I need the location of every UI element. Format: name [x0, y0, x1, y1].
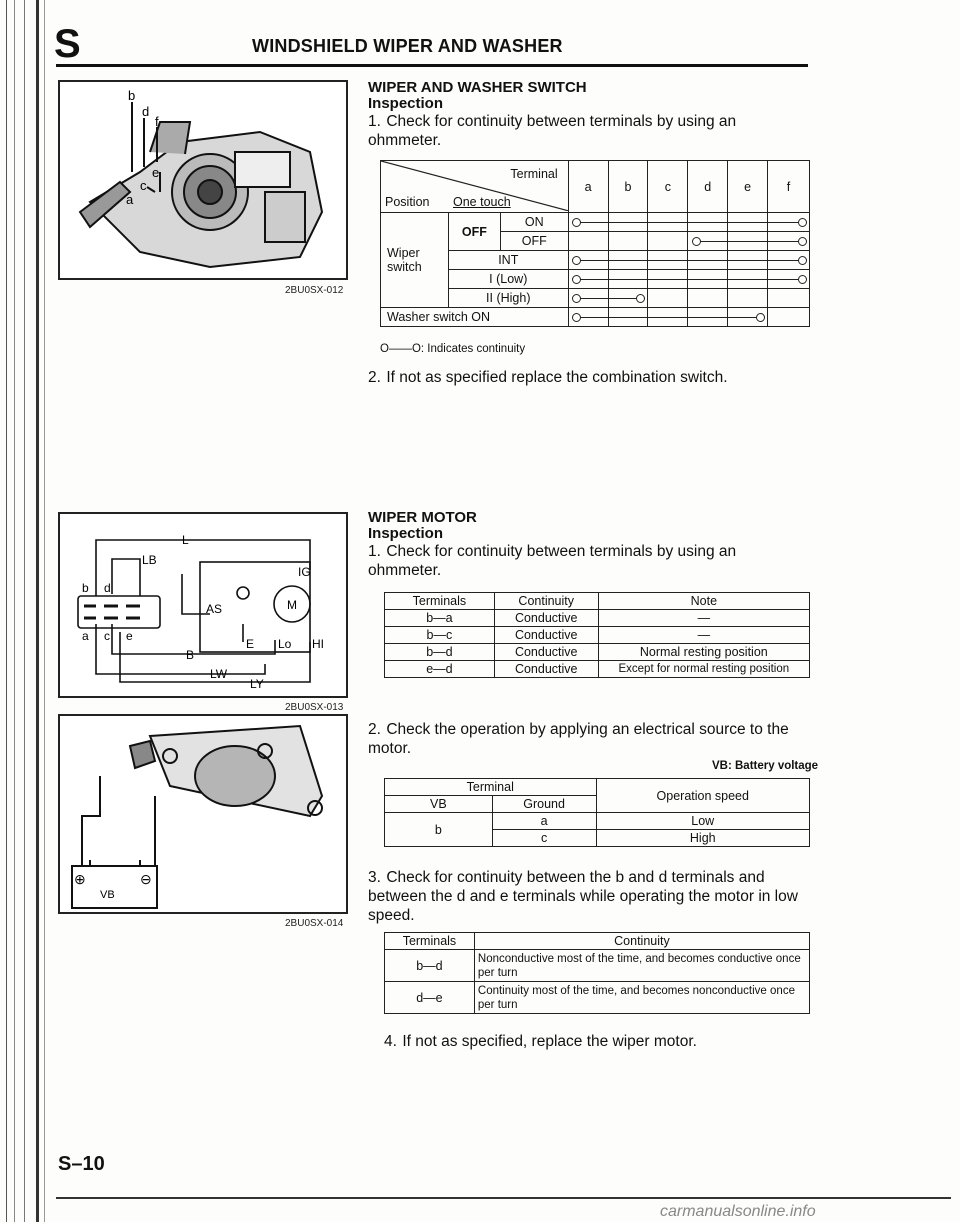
- page-title: WINDSHIELD WIPER AND WASHER: [252, 36, 563, 56]
- continuity-node-start: [572, 313, 581, 322]
- motor-label-M: M: [287, 598, 297, 612]
- table-row: b—d Conductive Normal resting position: [385, 644, 810, 661]
- col-header-continuity: Continuity: [474, 933, 809, 950]
- ground-header: Ground: [492, 796, 596, 813]
- row-label-washer: Washer switch ON: [381, 308, 569, 327]
- vb-value: b: [385, 813, 493, 847]
- section-letter: S: [54, 22, 81, 66]
- motor-continuity-table: [384, 592, 810, 678]
- motor-step-3: 3. Check for continuity between the b and d terminals and between the d and e terminals while operating the motor in low speed.: [368, 869, 798, 924]
- figure-id-switch: 2BU0SX-012: [285, 285, 344, 296]
- figure-id-motor: 2BU0SX-014: [285, 918, 344, 929]
- continuity-node-start: [572, 275, 581, 284]
- battery-plus-icon: ⊕: [74, 871, 86, 887]
- continuity-node-end: [756, 313, 765, 322]
- wire-label-LW: LW: [210, 667, 228, 681]
- table-row: e—d Conductive Except for normal resting position: [385, 661, 810, 678]
- terminal-header-d: d: [688, 161, 728, 213]
- switch-label-c: c: [140, 178, 147, 193]
- row-label-on: ON: [500, 213, 568, 232]
- switch-subheading: Inspection: [368, 95, 444, 112]
- wire-label-Lo: Lo: [278, 637, 292, 651]
- col-header-note: Note: [598, 593, 809, 610]
- row-label-int: INT: [448, 251, 568, 270]
- continuity-legend: O——O: Indicates continuity: [380, 343, 526, 355]
- continuity-node-start: [572, 256, 581, 265]
- switch-label-d: d: [142, 104, 150, 119]
- col-header-terminals: Terminals: [385, 933, 475, 950]
- pin-label-b: b: [82, 581, 89, 595]
- switch-heading: WIPER AND WASHER SWITCH: [368, 79, 587, 96]
- table-corner-cell: [381, 161, 569, 213]
- continuity-node-end: [636, 294, 645, 303]
- motor-step-1: 1. Check for continuity between terminals by using an ohmmeter.: [368, 543, 737, 579]
- battery-vb-label: VB: [100, 889, 115, 901]
- wire-label-IG: IG: [298, 565, 311, 579]
- table-row: d—e Continuity most of the time, and becomes nonconductive once per turn: [385, 982, 810, 1014]
- motor-battery-illustration: [60, 716, 346, 912]
- corner-position-label: Position: [385, 195, 430, 209]
- switch-step-1: 1. Check for continuity between terminals by using an ohmmeter.: [368, 113, 737, 149]
- continuity-node-start: [572, 218, 581, 227]
- wire-label-LY: LY: [250, 677, 264, 691]
- header-rule: [56, 64, 808, 67]
- switch-section: [368, 80, 813, 150]
- switch-label-a: a: [126, 192, 134, 207]
- continuity-line: [580, 260, 797, 261]
- motor-battery-figure: [58, 714, 348, 914]
- continuity-line: [580, 279, 797, 280]
- continuity-node-start: [692, 237, 701, 246]
- wire-label-E: E: [246, 637, 255, 651]
- continuity-line: [580, 298, 636, 299]
- row-label-off: OFF: [500, 232, 568, 251]
- col-header-terminals: Terminals: [385, 593, 495, 610]
- continuity-line: [580, 222, 797, 223]
- switch-label-e: e: [152, 165, 160, 180]
- pin-label-d: d: [104, 581, 111, 595]
- footer-rule: [56, 1197, 951, 1199]
- binding-edge: [0, 0, 50, 1222]
- battery-minus-icon: ⊖: [140, 871, 152, 887]
- continuity-node-end: [798, 256, 807, 265]
- continuity-line: [580, 317, 755, 318]
- pin-label-a: a: [82, 629, 89, 643]
- corner-terminal-label: Terminal: [510, 167, 558, 181]
- terminal-header-f: f: [768, 161, 810, 213]
- terminal-header-a: a: [568, 161, 608, 213]
- figure-id-wiring: 2BU0SX-013: [285, 702, 344, 713]
- table-row: b—c Conductive —: [385, 627, 810, 644]
- switch-label-b: b: [128, 88, 136, 103]
- motor-heading: WIPER MOTOR: [368, 509, 477, 526]
- wire-label-L: L: [182, 533, 189, 547]
- switch-step-2: 2. If not as specified replace the combination switch.: [368, 369, 728, 386]
- continuity-line: [700, 241, 798, 242]
- wire-label-LB: LB: [142, 553, 157, 567]
- pin-label-c: c: [104, 629, 110, 643]
- table-row: b—a Conductive —: [385, 610, 810, 627]
- terminal-group-header: Terminal: [385, 779, 597, 796]
- vb-header: VB: [385, 796, 493, 813]
- wiring-diagram: [60, 514, 346, 696]
- table-row: b a Low: [385, 813, 810, 830]
- col-header-continuity: Continuity: [494, 593, 598, 610]
- table-row: b—d Nonconductive most of the time, and becomes conductive once per turn: [385, 950, 810, 982]
- wire-label-HI: HI: [312, 637, 324, 651]
- table-row: c High: [385, 830, 810, 847]
- off-group-label: OFF: [448, 213, 500, 251]
- wire-label-AS: AS: [206, 602, 223, 616]
- terminal-header-e: e: [728, 161, 768, 213]
- continuity-node-end: [798, 237, 807, 246]
- row-label-high: II (High): [448, 289, 568, 308]
- motor-section: [368, 510, 813, 580]
- continuity-node-start: [572, 294, 581, 303]
- watermark: carmanualsonline.info: [660, 1203, 816, 1220]
- page-number: S–10: [58, 1153, 105, 1175]
- continuity-node-end: [798, 275, 807, 284]
- low-speed-continuity-table: [384, 932, 810, 1014]
- switch-continuity-table: [380, 160, 810, 327]
- motor-step-2: 2. Check the operation by applying an electrical source to the motor.: [368, 721, 789, 757]
- switch-figure: [58, 80, 348, 280]
- motor-subheading: Inspection: [368, 525, 444, 542]
- pin-label-e: e: [126, 629, 133, 643]
- row-label-low: I (Low): [448, 270, 568, 289]
- motor-step-4: 4. If not as specified, replace the wiper motor.: [384, 1033, 697, 1050]
- wiper-switch-label: Wiper switch: [381, 213, 449, 308]
- switch-label-f: f: [155, 114, 159, 129]
- corner-one-touch-label: One touch: [453, 195, 511, 209]
- terminal-header-c: c: [648, 161, 688, 213]
- wire-label-B: B: [186, 648, 195, 662]
- vb-note: VB: Battery voltage: [712, 760, 819, 772]
- terminal-header-b: b: [608, 161, 648, 213]
- operation-speed-table: [384, 778, 810, 847]
- wiring-figure: [58, 512, 348, 698]
- switch-illustration: [60, 82, 346, 278]
- speed-header: Operation speed: [596, 779, 810, 813]
- continuity-node-end: [798, 218, 807, 227]
